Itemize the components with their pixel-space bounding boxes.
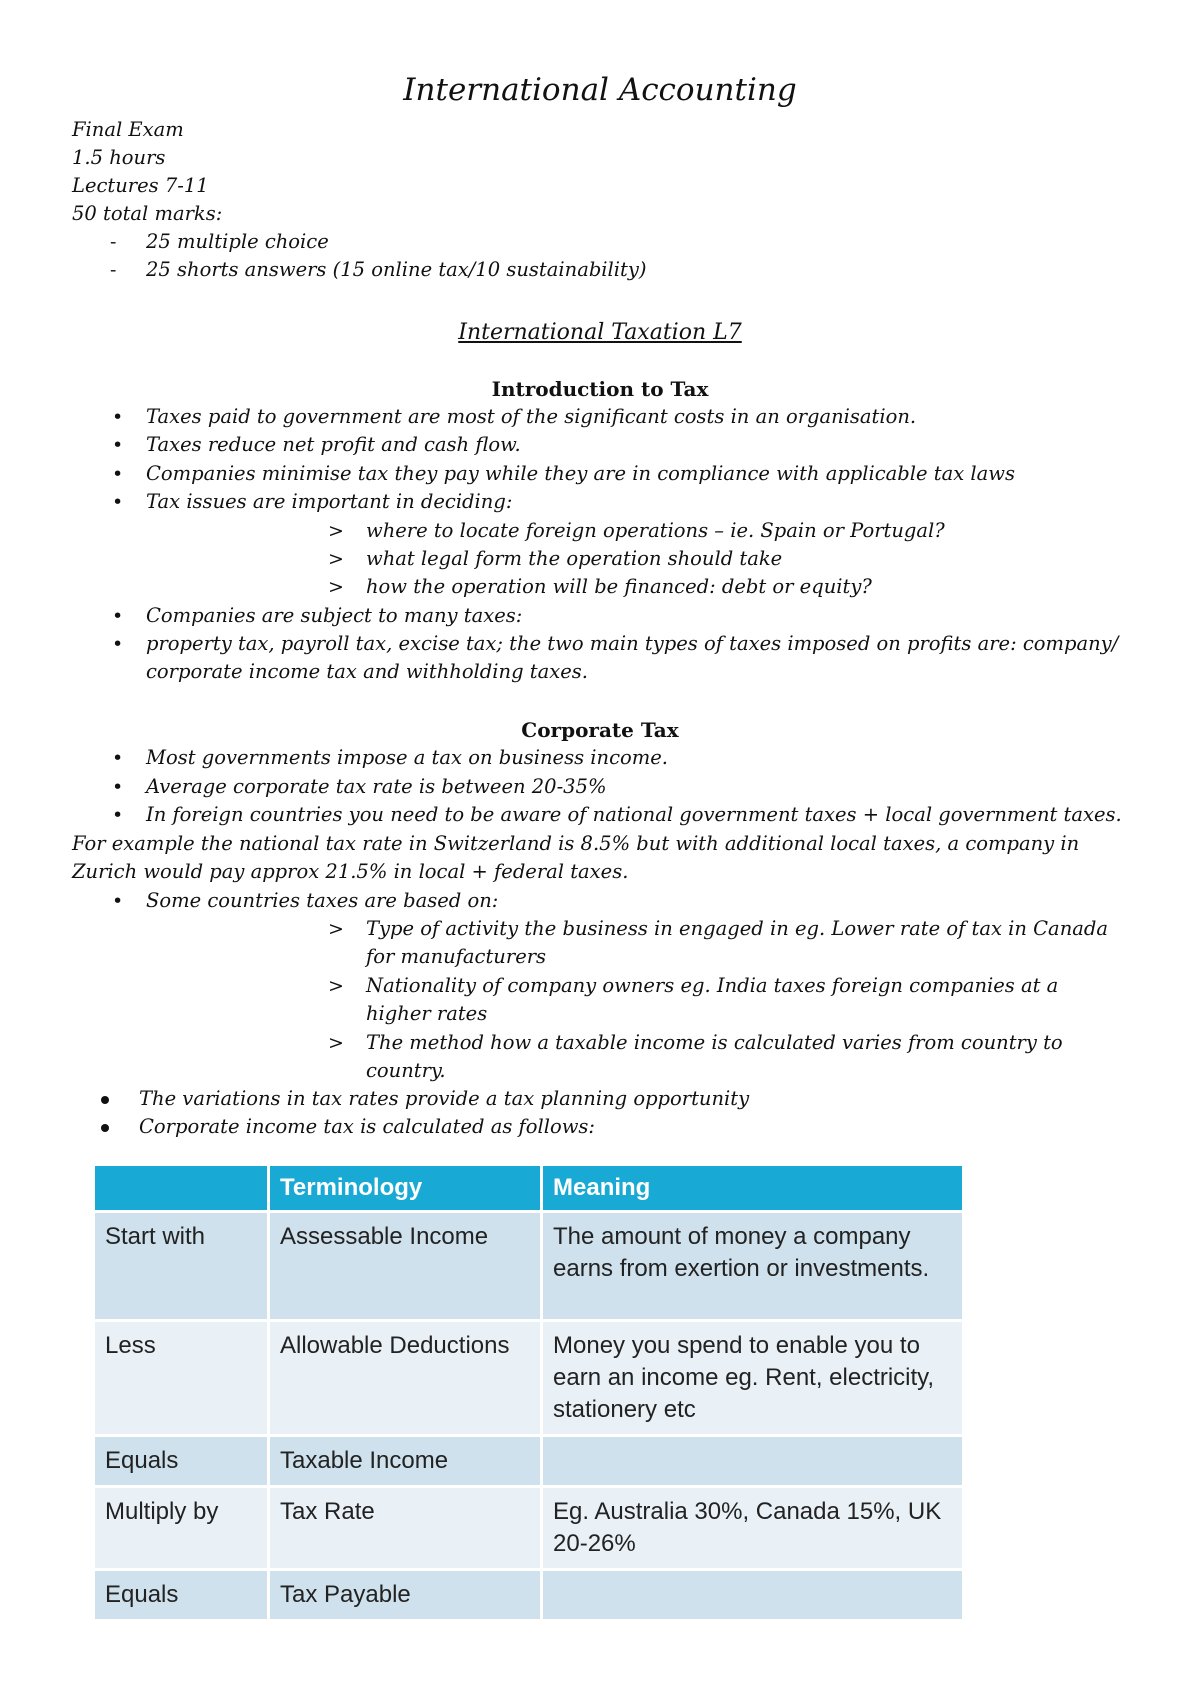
arrow-marker: >	[328, 548, 344, 570]
table-cell: Start with	[95, 1213, 267, 1319]
corporate-bullet: Most governments impose a tax on business income.	[146, 746, 668, 769]
bullet-marker: •	[112, 463, 124, 485]
intro-heading: Introduction to Tax	[491, 377, 709, 401]
table-cell	[543, 1571, 962, 1619]
table-cell	[543, 1437, 962, 1485]
table-header-cell: Terminology	[270, 1166, 540, 1210]
round-bullet-text: The variations in tax rates provide a tax planning opportunity	[139, 1087, 750, 1110]
table-row	[95, 1571, 962, 1619]
corporate-paragraph-line: For example the national tax rate in Switzerland is 8.5% but with additional local taxes, a company in	[72, 832, 1080, 855]
intro-sub-item: where to locate foreign operations – ie. Spain or Portugal?	[366, 519, 945, 542]
intro-bullet: Taxes paid to government are most of the significant costs in an organisation.	[146, 405, 917, 428]
dash-marker: -	[110, 231, 117, 253]
dash-marker: -	[110, 259, 117, 281]
table-cell: Tax Payable	[270, 1571, 540, 1619]
bullet-marker: •	[112, 747, 124, 769]
round-bullet	[101, 1124, 109, 1132]
intro-sub-item: what legal form the operation should take	[366, 547, 783, 570]
corporate-paragraph-line: Zurich would pay approx 21.5% in local + federal taxes.	[72, 860, 629, 883]
intro-sub-item: how the operation will be financed: debt or equity?	[366, 575, 872, 598]
table-header-cell	[95, 1166, 267, 1210]
bullet-marker: •	[112, 890, 124, 912]
corporate-heading: Corporate Tax	[521, 718, 679, 742]
arrow-marker: >	[328, 1032, 344, 1054]
table-cell: Taxable Income	[270, 1437, 540, 1485]
table-cell: Money you spend to enable you to earn an income eg. Rent, electricity, stationery etc	[543, 1322, 962, 1434]
table-cell: Multiply by	[95, 1488, 267, 1568]
table-cell: Tax Rate	[270, 1488, 540, 1568]
corporate-sub-item: The method how a taxable income is calculated varies from country to	[366, 1031, 1063, 1054]
intro-bullet-continued: corporate income tax and withholding taxes.	[146, 660, 588, 683]
tax-calculation-table	[92, 1163, 965, 1622]
arrow-marker: >	[328, 918, 344, 940]
table-cell: Assessable Income	[270, 1213, 540, 1319]
bullet-marker: •	[112, 804, 124, 826]
table-row	[95, 1322, 962, 1434]
intro-bullet: Companies are subject to many taxes:	[146, 604, 523, 627]
table-row	[95, 1437, 962, 1485]
bullet-marker: •	[112, 633, 124, 655]
exam-info-line: 1.5 hours	[72, 146, 166, 169]
bullet-marker: •	[112, 605, 124, 627]
exam-info-line: Final Exam	[72, 118, 184, 141]
intro-bullet: Companies minimise tax they pay while they are in compliance with applicable tax laws	[146, 462, 1015, 485]
corporate-sub-item-continued: for manufacturers	[366, 945, 547, 968]
intro-bullet: property tax, payroll tax, excise tax; the two main types of taxes imposed on profits are: company/	[146, 632, 1119, 655]
table-cell: Less	[95, 1322, 267, 1434]
arrow-marker: >	[328, 975, 344, 997]
arrow-marker: >	[328, 520, 344, 542]
table-row	[95, 1488, 962, 1568]
bullet-marker: •	[112, 434, 124, 456]
bullet-marker: •	[112, 406, 124, 428]
table-row	[95, 1213, 962, 1319]
table-header-row	[95, 1166, 962, 1210]
intro-bullet: Taxes reduce net profit and cash flow.	[146, 433, 521, 456]
corporate-sub-item-continued: country.	[366, 1059, 446, 1082]
table-cell: The amount of money a company earns from exertion or investments.	[543, 1213, 962, 1319]
corporate-bullet: Average corporate tax rate is between 20-35%	[146, 775, 607, 798]
corporate-sub-item: Type of activity the business in engaged in eg. Lower rate of tax in Canada	[366, 917, 1108, 940]
bullet-marker: •	[112, 491, 124, 513]
round-bullet	[101, 1096, 109, 1104]
table-header-cell: Meaning	[543, 1166, 962, 1210]
corporate-sub-item: Nationality of company owners eg. India taxes foreign companies at a	[366, 974, 1059, 997]
exam-info-line: 50 total marks:	[72, 202, 223, 225]
corporate-bullet: Some countries taxes are based on:	[146, 889, 499, 912]
exam-info-line: Lectures 7-11	[72, 174, 209, 197]
exam-mark-item: 25 multiple choice	[146, 230, 329, 253]
table-cell: Allowable Deductions	[270, 1322, 540, 1434]
table-cell: Equals	[95, 1437, 267, 1485]
corporate-sub-item-continued: higher rates	[366, 1002, 488, 1025]
section-title: International Taxation L7	[458, 320, 742, 345]
table-cell: Eg. Australia 30%, Canada 15%, UK 20-26%	[543, 1488, 962, 1568]
corporate-bullet: In foreign countries you need to be aware of national government taxes + local government taxes.	[146, 803, 1122, 826]
document-title: International Accounting	[403, 72, 797, 108]
table-cell: Equals	[95, 1571, 267, 1619]
arrow-marker: >	[328, 576, 344, 598]
round-bullet-text: Corporate income tax is calculated as follows:	[139, 1115, 595, 1138]
exam-mark-item: 25 shorts answers (15 online tax/10 sustainability)	[146, 258, 647, 281]
intro-bullet: Tax issues are important in deciding:	[146, 490, 513, 513]
bullet-marker: •	[112, 776, 124, 798]
